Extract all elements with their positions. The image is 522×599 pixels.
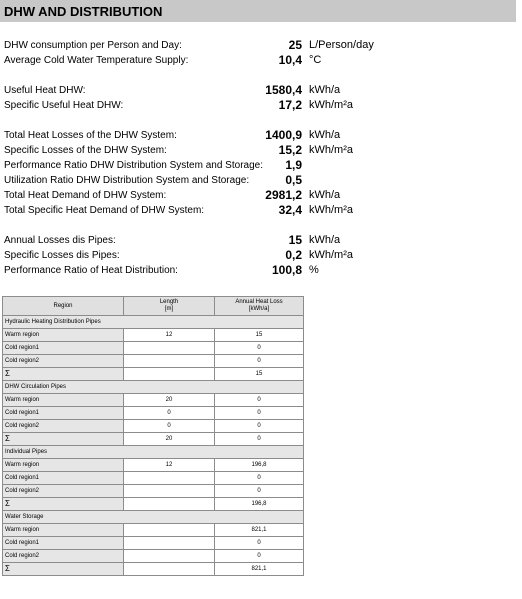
loss-cell: 15 xyxy=(215,329,304,342)
region-cell: Cold region1 xyxy=(3,342,124,355)
kv-value: 1,9 xyxy=(285,158,302,172)
kv-value: 100,8 xyxy=(271,263,302,277)
table-row xyxy=(3,342,304,355)
kv-value: 10,4 xyxy=(278,53,302,67)
length-cell: 20 xyxy=(124,394,215,407)
region-cell: Cold region2 xyxy=(3,550,124,563)
kv-unit: kWh/m²a xyxy=(309,144,353,156)
region-cell: Cold region2 xyxy=(3,485,124,498)
table-row xyxy=(3,524,304,537)
table-sum-row xyxy=(3,563,304,576)
loss-cell: 821,1 xyxy=(215,524,304,537)
region-cell: Cold region2 xyxy=(3,420,124,433)
length-cell xyxy=(124,524,215,537)
kv-label: Total Heat Losses of the DHW System: xyxy=(4,130,177,141)
group-label: Hydraulic Heating Distribution Pipes xyxy=(3,316,304,329)
kv-label: DHW consumption per Person and Day: xyxy=(4,40,182,51)
region-cell: Warm region xyxy=(3,459,124,472)
group-label: DHW Circulation Pipes xyxy=(3,381,304,394)
table-row xyxy=(3,355,304,368)
kv-label: Useful Heat DHW: xyxy=(4,85,86,96)
kv-unit: kWh/m²a xyxy=(309,249,353,261)
table-row xyxy=(3,420,304,433)
kv-value: 2981,2 xyxy=(265,188,302,202)
length-cell xyxy=(124,355,215,368)
loss-cell: 0 xyxy=(215,485,304,498)
kv-value: 15,2 xyxy=(278,143,302,157)
length-cell: 12 xyxy=(124,459,215,472)
loss-cell: 0 xyxy=(215,472,304,485)
table-sum-row xyxy=(3,433,304,446)
length-cell xyxy=(124,550,215,563)
kv-row-total-heat-demand xyxy=(0,189,522,203)
kv-value: 32,4 xyxy=(278,203,302,217)
kv-label: Utilization Ratio DHW Distribution System and Storage: xyxy=(4,175,250,186)
table-group-row xyxy=(3,446,304,459)
kv-row-total-specific-demand xyxy=(0,204,522,218)
length-cell xyxy=(124,472,215,485)
table-row xyxy=(3,329,304,342)
loss-cell: 821,1 xyxy=(215,563,304,576)
kv-value: 0,5 xyxy=(285,173,302,187)
kv-label: Specific Losses dis Pipes: xyxy=(4,250,120,261)
kv-label: Performance Ratio DHW Distribution System and Storage: xyxy=(4,160,263,171)
kv-value: 1580,4 xyxy=(265,83,302,97)
kv-label: Total Heat Demand of DHW System: xyxy=(4,190,167,201)
table-row xyxy=(3,550,304,563)
table-row xyxy=(3,485,304,498)
loss-cell: 0 xyxy=(215,394,304,407)
kv-row-useful-heat xyxy=(0,84,522,98)
kv-label: Total Specific Heat Demand of DHW System: xyxy=(4,205,205,216)
table-row xyxy=(3,472,304,485)
kv-unit: % xyxy=(309,264,319,276)
kv-value: 25 xyxy=(288,38,302,52)
loss-cell: 0 xyxy=(215,420,304,433)
length-cell: 0 xyxy=(124,407,215,420)
section-header xyxy=(0,0,516,22)
loss-cell: 0 xyxy=(215,342,304,355)
table-group-row xyxy=(3,316,304,329)
sum-symbol: Σ xyxy=(3,563,124,576)
region-cell: Warm region xyxy=(3,394,124,407)
kv-row-utilization-ratio xyxy=(0,174,522,188)
group-label: Water Storage xyxy=(3,511,304,524)
kv-unit: kWh/a xyxy=(309,129,341,141)
table-row xyxy=(3,459,304,472)
length-cell xyxy=(124,485,215,498)
table-row xyxy=(3,407,304,420)
kv-row-specific-useful-heat xyxy=(0,99,522,113)
kv-label: Specific Useful Heat DHW: xyxy=(4,100,124,111)
loss-cell: 15 xyxy=(215,368,304,381)
kv-unit: kWh/a xyxy=(309,234,341,246)
kv-row-specific-losses xyxy=(0,144,522,158)
kv-unit: kWh/a xyxy=(309,84,341,96)
table-group-row xyxy=(3,381,304,394)
length-cell xyxy=(124,368,215,381)
length-cell: 12 xyxy=(124,329,215,342)
table-row xyxy=(3,537,304,550)
table-header-row xyxy=(3,297,304,316)
sum-symbol: Σ xyxy=(3,498,124,511)
length-cell: 20 xyxy=(124,433,215,446)
kv-row-total-heat-losses xyxy=(0,129,522,143)
table-group-row xyxy=(3,511,304,524)
loss-cell: 0 xyxy=(215,433,304,446)
column-header-region: Region xyxy=(3,297,124,316)
kv-unit: kWh/m²a xyxy=(309,204,353,216)
sum-symbol: Σ xyxy=(3,368,124,381)
kv-label: Performance Ratio of Heat Distribution: xyxy=(4,265,178,276)
sum-symbol: Σ xyxy=(3,433,124,446)
region-cell: Cold region2 xyxy=(3,355,124,368)
loss-cell: 0 xyxy=(215,355,304,368)
length-cell xyxy=(124,563,215,576)
pipe-loss-table xyxy=(2,296,304,576)
region-cell: Warm region xyxy=(3,329,124,342)
group-label: Individual Pipes xyxy=(3,446,304,459)
column-header-length: Length [m] xyxy=(124,297,215,316)
length-cell: 0 xyxy=(124,420,215,433)
column-header-loss: Annual Heat Loss [kWh/a] xyxy=(215,297,304,316)
kv-row-performance-ratio-distribution xyxy=(0,264,522,278)
length-cell xyxy=(124,498,215,511)
kv-label: Average Cold Water Temperature Supply: xyxy=(4,55,189,66)
kv-value: 0,2 xyxy=(285,248,302,262)
page-title: DHW AND DISTRIBUTION xyxy=(4,4,163,19)
region-cell: Warm region xyxy=(3,524,124,537)
table-row xyxy=(3,394,304,407)
table-sum-row xyxy=(3,498,304,511)
kv-value: 1400,9 xyxy=(265,128,302,142)
kv-value: 15 xyxy=(288,233,302,247)
kv-row-performance-ratio xyxy=(0,159,522,173)
length-cell xyxy=(124,342,215,355)
loss-cell: 0 xyxy=(215,550,304,563)
length-cell xyxy=(124,537,215,550)
kv-row-cold-water-temp xyxy=(0,54,522,68)
kv-unit: L/Person/day xyxy=(309,39,374,51)
kv-row-specific-losses-pipes xyxy=(0,249,522,263)
region-cell: Cold region1 xyxy=(3,407,124,420)
kv-unit: kWh/a xyxy=(309,189,341,201)
loss-cell: 196,8 xyxy=(215,498,304,511)
loss-cell: 0 xyxy=(215,407,304,420)
kv-label: Annual Losses dis Pipes: xyxy=(4,235,116,246)
kv-value: 17,2 xyxy=(278,98,302,112)
kv-label: Specific Losses of the DHW System: xyxy=(4,145,167,156)
region-cell: Cold region1 xyxy=(3,537,124,550)
region-cell: Cold region1 xyxy=(3,472,124,485)
kv-row-dhw-consumption xyxy=(0,39,522,53)
kv-unit: kWh/m²a xyxy=(309,99,353,111)
loss-cell: 196,8 xyxy=(215,459,304,472)
table-sum-row xyxy=(3,368,304,381)
loss-cell: 0 xyxy=(215,537,304,550)
kv-row-annual-losses-pipes xyxy=(0,234,522,248)
kv-unit: °C xyxy=(309,54,322,66)
